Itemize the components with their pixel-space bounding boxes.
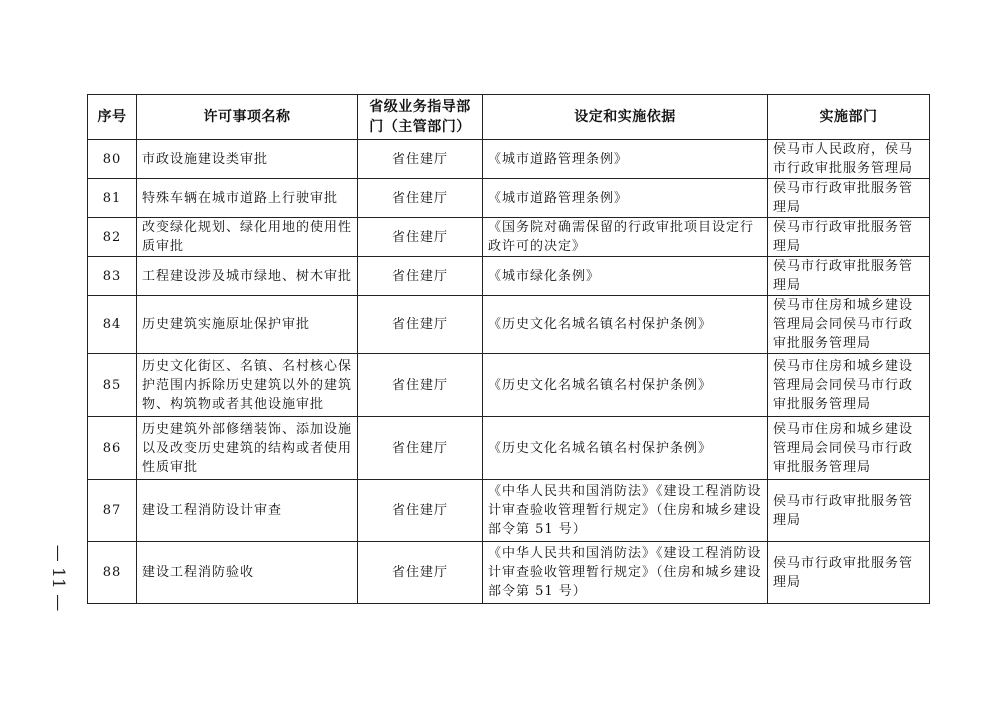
row-name: 市政设施建设类审批: [137, 140, 358, 179]
row-dept: 省住建厅: [358, 480, 483, 542]
row-name: 特殊车辆在城市道路上行驶审批: [137, 179, 358, 218]
table-row: [88, 218, 930, 257]
row-basis: 《国务院对确需保留的行政审批项目设定行政许可的决定》: [483, 218, 768, 257]
table-row: [88, 542, 930, 604]
table-row: [88, 296, 930, 354]
table-row: [88, 480, 930, 542]
row-basis: 《历史文化名城名镇名村保护条例》: [483, 417, 768, 480]
row-name: 历史文化街区、名镇、名村核心保护范围内拆除历史建筑以外的建筑物、构筑物或者其他设施审批: [137, 354, 358, 417]
row-name: 历史建筑实施原址保护审批: [137, 296, 358, 354]
table-row: [88, 257, 930, 296]
row-dept: 省住建厅: [358, 542, 483, 604]
row-impl: 侯马市住房和城乡建设管理局会同侯马市行政审批服务管理局: [768, 354, 930, 417]
permit-table: [87, 94, 930, 604]
row-name: 改变绿化规划、绿化用地的使用性质审批: [137, 218, 358, 257]
row-no: 80: [88, 140, 137, 179]
row-impl: 侯马市行政审批服务管理局: [768, 480, 930, 542]
row-impl: 侯马市住房和城乡建设管理局会同侯马市行政审批服务管理局: [768, 417, 930, 480]
table-header-row: [88, 95, 930, 140]
row-basis: 《历史文化名城名镇名村保护条例》: [483, 354, 768, 417]
row-impl: 侯马市行政审批服务管理局: [768, 542, 930, 604]
page-number: [46, 544, 70, 612]
row-dept: 省住建厅: [358, 179, 483, 218]
row-dept: 省住建厅: [358, 296, 483, 354]
header-basis: 设定和实施依据: [483, 95, 768, 140]
row-basis: 《城市道路管理条例》: [483, 179, 768, 218]
row-impl: 侯马市行政审批服务管理局: [768, 257, 930, 296]
table-row: [88, 417, 930, 480]
row-no: 83: [88, 257, 137, 296]
row-name: 建设工程消防验收: [137, 542, 358, 604]
row-no: 84: [88, 296, 137, 354]
row-dept: 省住建厅: [358, 257, 483, 296]
row-dept: 省住建厅: [358, 354, 483, 417]
row-basis: 《中华人民共和国消防法》《建设工程消防设计审查验收管理暂行规定》（住房和城乡建设部令第 51 号）: [483, 480, 768, 542]
row-dept: 省住建厅: [358, 218, 483, 257]
row-basis: 《城市道路管理条例》: [483, 140, 768, 179]
table-row: [88, 140, 930, 179]
row-no: 87: [88, 480, 137, 542]
header-dept: 省级业务指导部门（主管部门）: [358, 95, 483, 140]
header-no: 序号: [88, 95, 137, 140]
header-name: 许可事项名称: [137, 95, 358, 140]
row-dept: 省住建厅: [358, 417, 483, 480]
table-row: [88, 179, 930, 218]
row-basis: 《城市绿化条例》: [483, 257, 768, 296]
row-no: 85: [88, 354, 137, 417]
row-no: 82: [88, 218, 137, 257]
page-number-text: — 11 —: [48, 544, 69, 612]
row-impl: 侯马市住房和城乡建设管理局会同侯马市行政审批服务管理局: [768, 296, 930, 354]
row-name: 历史建筑外部修缮装饰、添加设施以及改变历史建筑的结构或者使用性质审批: [137, 417, 358, 480]
row-no: 81: [88, 179, 137, 218]
row-name: 建设工程消防设计审查: [137, 480, 358, 542]
row-impl: 侯马市人民政府，侯马市行政审批服务管理局: [768, 140, 930, 179]
row-impl: 侯马市行政审批服务管理局: [768, 179, 930, 218]
row-name: 工程建设涉及城市绿地、树木审批: [137, 257, 358, 296]
row-no: 88: [88, 542, 137, 604]
row-basis: 《中华人民共和国消防法》《建设工程消防设计审查验收管理暂行规定》（住房和城乡建设部令第 51 号）: [483, 542, 768, 604]
table-row: [88, 354, 930, 417]
row-basis: 《历史文化名城名镇名村保护条例》: [483, 296, 768, 354]
row-impl: 侯马市行政审批服务管理局: [768, 218, 930, 257]
row-no: 86: [88, 417, 137, 480]
header-impl: 实施部门: [768, 95, 930, 140]
row-dept: 省住建厅: [358, 140, 483, 179]
